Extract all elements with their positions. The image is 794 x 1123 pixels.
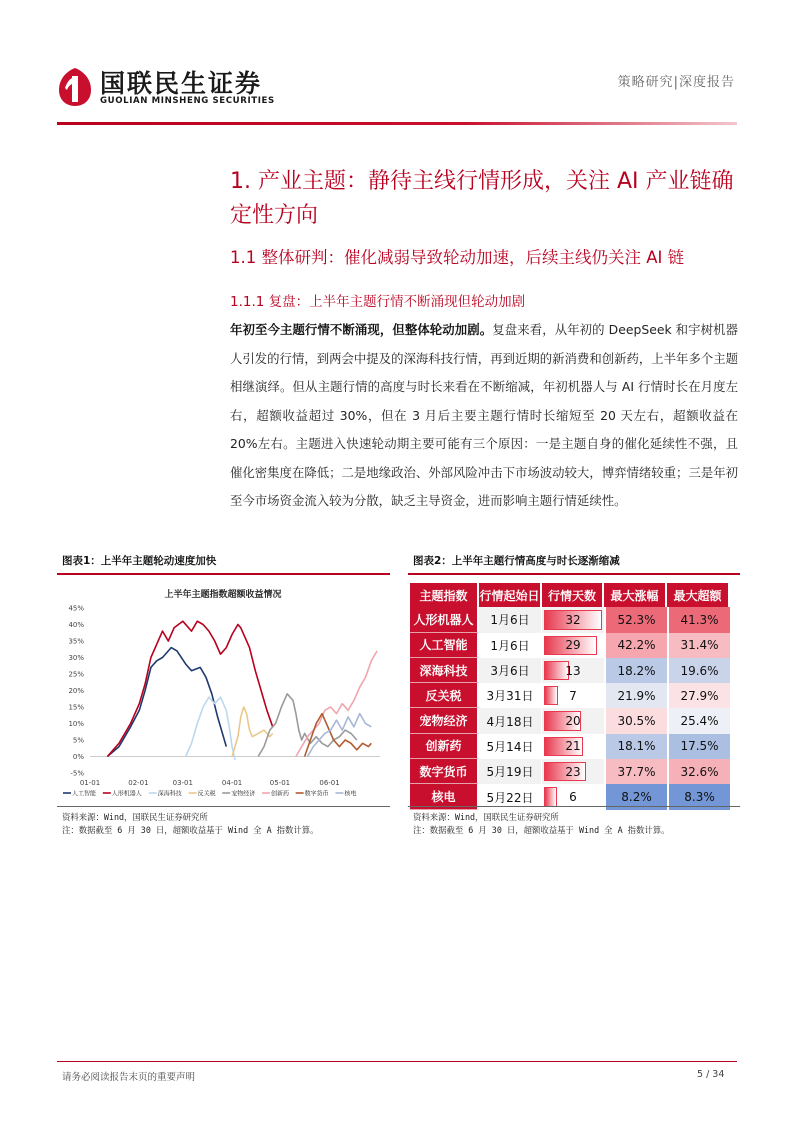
page-number: 5 / 34 <box>697 1069 725 1080</box>
col-header-max-gain: 最大涨幅 <box>604 583 667 607</box>
figure-2-note: 注：数据截至 6 月 30 日，超额收益基于 Wind 全 A 指数计算。 <box>413 825 670 835</box>
cell-max-gain: 52.3% <box>604 607 667 632</box>
figure-1-line-chart <box>57 580 390 802</box>
cell-start-date: 5月14日 <box>479 734 542 759</box>
report-type-tag: 策略研究|深度报告 <box>617 75 735 90</box>
cell-theme: 核电 <box>410 784 479 809</box>
figure-2-title: 图表2：上半年主题行情高度与时长逐渐缩减 <box>413 555 620 567</box>
cell-theme: 反关税 <box>410 683 479 708</box>
figure-1-source: 资料来源：Wind，国联民生证券研究所 <box>62 812 208 822</box>
legend-label: 数字货币 <box>304 790 329 798</box>
days-bar <box>544 686 558 705</box>
logo-wordmark-en: GUOLIAN MINSHENG SECURITIES <box>100 96 275 106</box>
figure-1-bottom-rule <box>57 806 390 807</box>
series-line-人工智能 <box>107 648 226 757</box>
cell-max-excess: 19.6% <box>667 658 730 683</box>
cell-theme: 深海科技 <box>410 658 479 683</box>
cell-days <box>542 658 604 683</box>
cell-start-date: 4月18日 <box>479 708 542 733</box>
series-line-反关税 <box>232 707 273 757</box>
cell-max-excess: 17.5% <box>667 734 730 759</box>
cell-max-gain: 8.2% <box>604 784 667 809</box>
legend-label: 人形机器人 <box>111 790 142 798</box>
cell-theme: 宠物经济 <box>410 708 479 733</box>
days-value: 21 <box>565 739 581 754</box>
table-row <box>410 633 730 658</box>
header-rule <box>57 122 737 125</box>
figure-2-bottom-rule <box>408 806 740 807</box>
cell-start-date: 3月31日 <box>479 683 542 708</box>
y-tick-label: 30% <box>68 654 84 662</box>
cell-days <box>542 683 604 708</box>
paragraph-lead: 年初至今主题行情不断涌现，但整体轮动加剧。 <box>230 322 493 337</box>
col-header-start: 行情起始日 <box>479 583 542 607</box>
table-row <box>410 759 730 784</box>
cell-start-date: 5月22日 <box>479 784 542 809</box>
cell-max-gain: 30.5% <box>604 708 667 733</box>
series-line-深海科技 <box>186 697 235 760</box>
y-tick-label: 45% <box>68 604 84 613</box>
chart-title: 上半年主题指数超额收益情况 <box>164 590 282 600</box>
days-value: 6 <box>569 790 577 805</box>
cell-theme: 人形机器人 <box>410 607 479 632</box>
series-line-人形机器人 <box>107 621 272 756</box>
y-tick-label: 25% <box>68 670 84 679</box>
cell-start-date: 3月6日 <box>479 658 542 683</box>
legend-label: 创新药 <box>271 790 290 798</box>
x-tick-label: 01-01 <box>79 779 101 787</box>
cell-max-gain: 18.1% <box>604 734 667 759</box>
days-value: 13 <box>565 663 581 678</box>
y-tick-label: 40% <box>68 621 84 629</box>
cell-max-gain: 42.2% <box>604 633 667 658</box>
cell-max-excess: 27.9% <box>667 683 730 708</box>
theme-performance-table <box>410 583 730 810</box>
days-value: 32 <box>565 612 581 627</box>
cell-days <box>542 759 604 784</box>
table-row <box>410 734 730 759</box>
days-value: 20 <box>565 714 581 729</box>
figure-2-top-rule <box>408 573 740 575</box>
cell-theme: 人工智能 <box>410 633 479 658</box>
paragraph-body: 复盘来看，从年初的 DeepSeek 和宇树机器人引发的行情，到两会中提及的深海科技行情，再到近期的新消费和创新药，上半年多个主题相继演绎。但从主题行情的高度与时长来看在不断缩减，年初机器人与 AI 行情时长在月度左右，超额收益超过 30%，但在 3 月后主要主题行情时长缩短至 20 天左右，超额收益在 20%左右。主题进入快速轮动期主要可能有三个原因：一是主题自身的催化延续性不强，且催化密集度在降低；二是地缘政治、外部风险冲击下市场波动较大，博弈情绪较重；三是年初至今市场资金流入较为分散，缺乏主导资金，进而影响主题行情延续性。 <box>230 322 739 508</box>
cell-max-excess: 31.4% <box>667 633 730 658</box>
legend-label: 深海科技 <box>157 790 182 798</box>
x-tick-label: 03-01 <box>172 779 193 787</box>
table-row <box>410 658 730 683</box>
footer-disclaimer: 请务必阅读报告末页的重要声明 <box>62 1072 196 1083</box>
cell-days <box>542 607 604 632</box>
cell-max-excess: 41.3% <box>667 607 730 632</box>
table-row <box>410 708 730 733</box>
days-value: 23 <box>565 764 581 779</box>
y-tick-label: -5% <box>70 769 84 778</box>
legend-label: 反关税 <box>197 790 216 798</box>
cell-max-gain: 18.2% <box>604 658 667 683</box>
y-tick-label: 20% <box>68 687 84 695</box>
cell-start-date: 1月6日 <box>479 607 542 632</box>
figure-2-source: 资料来源：Wind，国联民生证券研究所 <box>413 812 559 822</box>
cell-start-date: 5月19日 <box>479 759 542 784</box>
cell-days <box>542 708 604 733</box>
body-paragraph <box>230 316 738 516</box>
series-line-数字货币 <box>305 714 372 757</box>
cell-max-gain: 37.7% <box>604 759 667 784</box>
legend-label: 核电 <box>344 790 357 798</box>
y-tick-label: 10% <box>68 720 84 728</box>
cell-start-date: 1月6日 <box>479 633 542 658</box>
y-tick-label: 5% <box>72 736 84 745</box>
days-value: 29 <box>565 638 581 653</box>
logo-icon <box>57 66 93 108</box>
table-row <box>410 607 730 632</box>
x-tick-label: 02-01 <box>128 779 149 787</box>
cell-max-excess: 25.4% <box>667 708 730 733</box>
cell-max-excess: 8.3% <box>667 784 730 809</box>
figure-1-top-rule <box>57 573 390 575</box>
y-tick-label: 0% <box>72 753 84 761</box>
x-tick-label: 06-01 <box>319 779 340 787</box>
y-tick-label: 35% <box>68 637 84 646</box>
logo-wordmark-cn: 国联民生证券 <box>100 69 263 98</box>
table-row <box>410 683 730 708</box>
x-tick-label: 04-01 <box>221 779 243 787</box>
series-line-核电 <box>308 714 372 757</box>
days-bar <box>544 787 557 806</box>
table-header-row <box>410 583 730 607</box>
cell-days <box>542 734 604 759</box>
footer-rule <box>57 1061 737 1062</box>
figure-1-note: 注：数据截至 6 月 30 日，超额收益基于 Wind 全 A 指数计算。 <box>62 825 319 835</box>
y-tick-label: 15% <box>68 703 84 712</box>
section-heading-1-1-1: 1.1.1 复盘：上半年主题行情不断涌现但轮动加剧 <box>230 294 526 310</box>
legend-label: 宠物经济 <box>231 790 256 798</box>
x-tick-label: 05-01 <box>269 779 291 787</box>
cell-theme: 创新药 <box>410 734 479 759</box>
cell-days <box>542 633 604 658</box>
col-header-max-excess: 最大超额 <box>667 583 730 607</box>
section-heading-1: 1. 产业主题：静待主线行情形成，关注 AI 产业链确定性方向 <box>230 169 734 228</box>
col-header-days: 行情天数 <box>542 583 604 607</box>
section-heading-1-1: 1.1 整体研判：催化减弱导致轮动加速，后续主线仍关注 AI 链 <box>230 248 685 267</box>
figure-1-title: 图表1：上半年主题轮动速度加快 <box>62 555 217 567</box>
legend-label: 人工智能 <box>72 790 97 798</box>
cell-theme: 数字货币 <box>410 759 479 784</box>
days-value: 7 <box>569 688 577 703</box>
col-header-theme: 主题指数 <box>410 583 479 607</box>
cell-max-excess: 32.6% <box>667 759 730 784</box>
cell-max-gain: 21.9% <box>604 683 667 708</box>
